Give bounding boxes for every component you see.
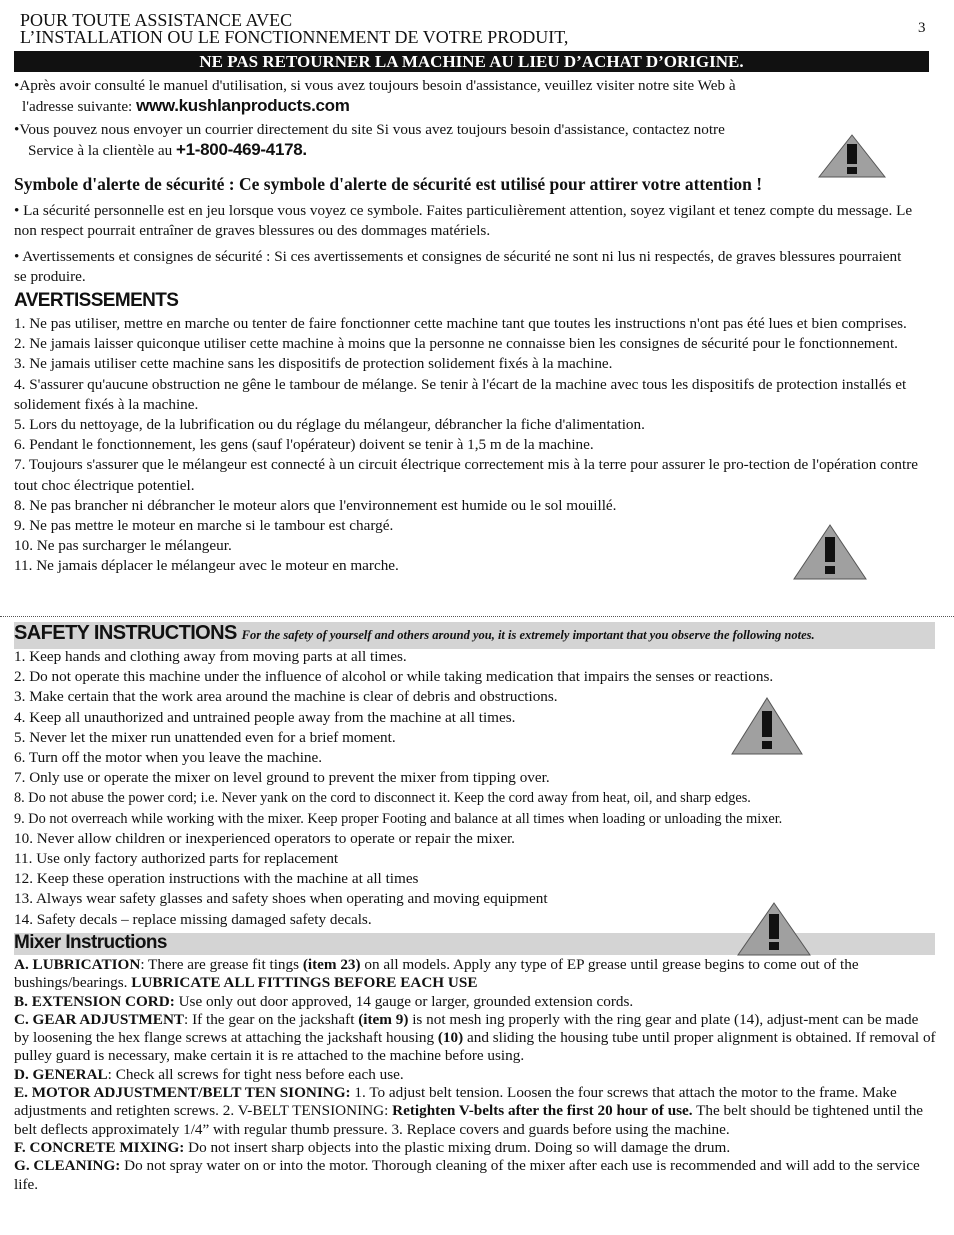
list-item: 9. Ne pas mettre le moteur en marche si le tambour est chargé. (14, 517, 394, 535)
list-item: 10. Never allow children or inexperienced operators to operate or repair the mixer. (14, 829, 515, 847)
alert-paragraph-2: • Avertissements et consignes de sécurité : Si ces avertissements et consignes de sécurité ne sont ni lus ni respectés, de graves blessures pourraient se produire. (14, 248, 902, 285)
list-item: 3. Make certain that the work area around the machine is clear of debris and obstructions. (14, 688, 558, 706)
mixer-item-e: E. MOTOR ADJUSTMENT/BELT TEN SIONING: 1. To adjust belt tension. Loosen the four screws that attach the motor to the frame. Make adjustments and retighten screws. 2. V-BELT TENSIONING: Retighten V-belts after the first 20 hour of use. The belt should be tightened until the belt deflects approximately 1/4” with regular thumb pressure. 3. Replace covers and guards before using the machine. (14, 1084, 924, 1138)
list-item: 9. Do not overreach while working with the mixer. Keep proper Footing and balance at all times when loading or unloading the mixer. (14, 810, 783, 827)
mixer-item-d: D. GENERAL: Check all screws for tight ness before each use. (14, 1065, 404, 1083)
mixer-item-a: A. LUBRICATION: There are grease fit tings (item 23) on all models. Apply any type of EP grease until grease begins to come out of the bushings/bearings. LUBRICATE ALL FITTINGS BEFORE EACH USE (14, 956, 859, 992)
mixer-item-f: F. CONCRETE MIXING: Do not insert sharp objects into the plastic mixing drum. Doing so will damage the drum. (14, 1138, 731, 1156)
list-item: 7. Toujours s'assurer que le mélangeur est connecté à un circuit électrique correctement mis à la terre pour assurer le pro-tection de l'opération contre tout choc électrique potentiel. (14, 456, 919, 494)
mixer-item-b: B. EXTENSION CORD: Use only out door approved, 14 gauge or larger, grounded extension cords. (14, 992, 634, 1010)
list-item: 13. Always wear safety glasses and safety shoes when operating and moving equipment (14, 890, 548, 908)
phone-number[interactable]: +1-800-469-4178. (176, 139, 307, 159)
section-divider (0, 616, 954, 617)
mixer-item-c: C. GEAR ADJUSTMENT: If the gear on the jackshaft (item 9) is not mesh ing properly with the ring gear and plate (14), adjust-ment can be made by loosening the hex flange screws at attaching the jackshaft housing (10) and sliding the housing tube until proper alignment is obtained. If removal of pulley guard is necessary, make certain it is re attached to the machine before using. (14, 1010, 936, 1065)
header-line-2: L’INSTALLATION OU LE FONCTIONNEMENT DE VOTRE PRODUIT, (20, 27, 569, 47)
list-item: 4. S'assurer qu'aucune obstruction ne gêne le tambour de mélange. Se tenir à l'écart de la machine avec tous les dispositifs de protection installés et solidement fixés à la machine. (14, 375, 907, 413)
contact-website-bullet (14, 76, 929, 116)
list-item: 10. Ne pas surcharger le mélangeur. (14, 537, 232, 555)
safety-list (14, 647, 934, 930)
contact-website-line: •Après avoir consulté le manuel d'utilisation, si vous avez toujours besoin d'assistance, veuillez visiter notre site Web à (14, 77, 736, 94)
contact-phone-line: •Vous pouvez nous envoyer un courrier directement du site Si vous avez toujours besoin d'assistance, contactez notre (14, 121, 725, 138)
list-item: 3. Ne jamais utiliser cette machine sans les dispositifs de protection solidement fixés à la machine. (14, 355, 613, 373)
list-item: 8. Do not abuse the power cord; i.e. Never yank on the cord to disconnect it. Keep the cord away from heat, oil, and sharp edges. (14, 790, 751, 807)
header-line-1: POUR TOUTE ASSISTANCE AVEC (20, 10, 293, 30)
warning-triangle-icon (731, 697, 803, 755)
mixer-body (14, 956, 936, 1194)
list-item: 1. Keep hands and clothing away from moving parts at all times. (14, 648, 407, 665)
alert-heading: Symbole d'alerte de sécurité : Ce symbole d'alerte de sécurité est utilisé pour attirer votre attention ! (14, 174, 763, 194)
warning-triangle-icon (793, 524, 867, 580)
avertissements-title: AVERTISSEMENTS (14, 290, 179, 311)
mixer-title: Mixer Instructions (14, 932, 167, 953)
safety-title: SAFETY INSTRUCTIONS (14, 622, 237, 644)
mixer-item-g: G. CLEANING: Do not spray water on or into the motor. Thorough cleaning of the mixer after each use is recommended and will add to the service life. (14, 1157, 920, 1193)
banner: NE PAS RETOURNER LA MACHINE AU LIEU D’ACHAT D’ORIGINE. (14, 51, 929, 72)
list-item: 4. Keep all unauthorized and untrained people away from the machine at all times. (14, 708, 516, 726)
list-item: 5. Lors du nettoyage, de la lubrification ou du réglage du mélangeur, débrancher la fiche d'alimentation. (14, 416, 645, 434)
contact-phone-label: Service à la clientèle au (28, 141, 176, 159)
list-item: 7. Only use or operate the mixer on level ground to prevent the mixer from tipping over. (14, 769, 550, 787)
list-item: 6. Pendant le fonctionnement, les gens (sauf l'opérateur) doivent se tenir à 1,5 m de la machine. (14, 436, 594, 454)
list-item: 11. Use only factory authorized parts for replacement (14, 850, 339, 868)
list-item: 11. Ne jamais déplacer le mélangeur avec le moteur en marche. (14, 557, 399, 575)
list-item: 5. Never let the mixer run unattended even for a brief moment. (14, 728, 396, 746)
safety-title-row (14, 622, 815, 645)
list-item: 8. Ne pas brancher ni débrancher le moteur alors que l'environnement est humide ou le sol mouillé. (14, 496, 617, 514)
list-item: 2. Do not operate this machine under the influence of alcohol or while taking medication that impairs the senses or reactions. (14, 668, 774, 686)
list-item: 2. Ne jamais laisser quiconque utiliser cette machine à moins que la personne ne connaisse bien les consignes de sécurité pour le fonctionnement. (14, 335, 898, 353)
contact-website-label: l'adresse suivante: (22, 97, 137, 115)
list-item: 14. Safety decals – replace missing damaged safety decals. (14, 910, 372, 928)
page-number: 3 (918, 20, 926, 36)
list-item: 6. Turn off the motor when you leave the machine. (14, 749, 323, 767)
safety-note: For the safety of yourself and others around you, it is extremely important that you observe the following notes. (241, 628, 815, 642)
alert-paragraph-1: • La sécurité personnelle est en jeu lorsque vous voyez ce symbole. Faites particulièrement attention, soyez vigilant et tenez compte du message. Le non respect pourrait entraîner de graves blessures ou des dommages matériels. (14, 202, 913, 239)
warning-triangle-icon (818, 134, 886, 178)
warning-triangle-icon (737, 902, 811, 956)
list-item: 1. Ne pas utiliser, mettre en marche ou tenter de faire fonctionner cette machine tant que toutes les instructions n'ont pas été lues et bien comprises. (14, 315, 907, 332)
contact-phone-bullet (14, 120, 929, 160)
list-item: 12. Keep these operation instructions with the machine at all times (14, 870, 419, 888)
website-link[interactable]: www.kushlanproducts.com (136, 95, 350, 115)
header-text (20, 12, 720, 46)
